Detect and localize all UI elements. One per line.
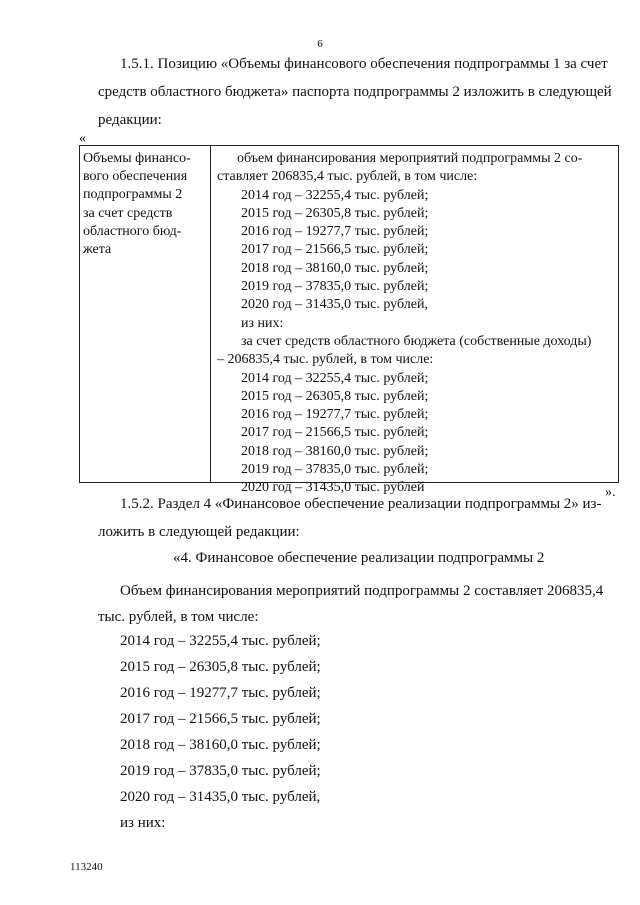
year-line: 2016 год – 19277,7 тыс. рублей; bbox=[241, 224, 429, 240]
year-line: 2015 год – 26305,8 тыс. рублей; bbox=[241, 388, 429, 404]
label-line: Объемы финансо- bbox=[83, 151, 191, 166]
label-line: вого обеспечения bbox=[83, 169, 188, 185]
value-line: объем финансирования мероприятий подпрограммы 2 со- bbox=[237, 151, 583, 166]
label-line: подпрограммы 2 bbox=[83, 187, 183, 203]
paragraph-line: 1.5.1. Позицию «Объемы финансового обеспечения подпрограммы 1 за счет bbox=[120, 56, 608, 72]
paragraph-line: тыс. рублей, в том числе: bbox=[98, 609, 259, 625]
document-code: 113240 bbox=[70, 861, 103, 873]
year-line: 2017 год – 21566,5 тыс. рублей; bbox=[241, 242, 429, 258]
paragraph-line: ложить в следующей редакции: bbox=[98, 524, 300, 540]
value-line: за счет средств областного бюджета (собственные доходы) bbox=[241, 333, 592, 349]
table-label-cell bbox=[80, 146, 211, 482]
year-line: из них: bbox=[120, 815, 166, 831]
paragraph-line: 1.5.2. Раздел 4 «Финансовое обеспечение реализации подпрограммы 2» из- bbox=[120, 496, 602, 512]
label-line: жета bbox=[83, 242, 112, 258]
year-line: 2017 год – 21566,5 тыс. рублей; bbox=[241, 425, 429, 441]
year-list bbox=[120, 628, 321, 836]
year-line: 2014 год – 32255,4 тыс. рублей; bbox=[120, 633, 321, 649]
year-line: 2015 год – 26305,8 тыс. рублей; bbox=[241, 205, 429, 221]
paragraph-line: редакции: bbox=[98, 112, 162, 128]
year-line: 2019 год – 37835,0 тыс. рублей; bbox=[241, 279, 429, 295]
year-line: 2020 год – 31435,0 тыс. рублей bbox=[241, 480, 425, 496]
paragraph-line: Объем финансирования мероприятий подпрограммы 2 составляет 206835,4 bbox=[120, 583, 604, 599]
opening-quote: « bbox=[79, 131, 86, 146]
year-line: 2015 год – 26305,8 тыс. рублей; bbox=[120, 659, 321, 675]
year-line: 2014 год – 32255,4 тыс. рублей; bbox=[241, 187, 429, 203]
label-line: областного бюд- bbox=[83, 223, 182, 239]
year-line: 2019 год – 37835,0 тыс. рублей; bbox=[120, 763, 321, 779]
year-line: 2020 год – 31435,0 тыс. рублей, bbox=[120, 789, 321, 805]
year-line: 2018 год – 38160,0 тыс. рублей; bbox=[241, 443, 429, 459]
label-line: за счет средств bbox=[83, 205, 173, 221]
page-number: 6 bbox=[317, 38, 323, 50]
paragraph-1-5-1 bbox=[98, 50, 618, 134]
year-line: 2018 год – 38160,0 тыс. рублей; bbox=[241, 260, 429, 276]
paragraph-1-5-2 bbox=[98, 490, 618, 546]
year-line: 2019 год – 37835,0 тыс. рублей; bbox=[241, 462, 429, 478]
value-line: – 206835,4 тыс. рублей, в том числе: bbox=[217, 352, 434, 368]
year-line: 2020 год – 31435,0 тыс. рублей, bbox=[241, 297, 428, 313]
year-line: 2016 год – 19277,7 тыс. рублей; bbox=[241, 407, 429, 423]
year-line: 2014 год – 32255,4 тыс. рублей; bbox=[241, 370, 429, 386]
section-title: «4. Финансовое обеспечение реализации подпрограммы 2 bbox=[173, 550, 545, 566]
passport-table bbox=[79, 145, 619, 496]
paragraph-line: средств областного бюджета» паспорта подпрограммы 2 изложить в следующей bbox=[98, 84, 612, 100]
year-line: 2018 год – 38160,0 тыс. рублей; bbox=[120, 737, 321, 753]
paragraph-funding bbox=[98, 578, 628, 630]
table-value-cell bbox=[211, 146, 618, 496]
year-line: 2016 год – 19277,7 тыс. рублей; bbox=[120, 685, 321, 701]
value-line: из них: bbox=[241, 315, 284, 331]
value-line: ставляет 206835,4 тыс. рублей, в том числе: bbox=[217, 169, 478, 185]
closing-quote: ». bbox=[605, 485, 616, 500]
year-line: 2017 год – 21566,5 тыс. рублей; bbox=[120, 711, 321, 727]
